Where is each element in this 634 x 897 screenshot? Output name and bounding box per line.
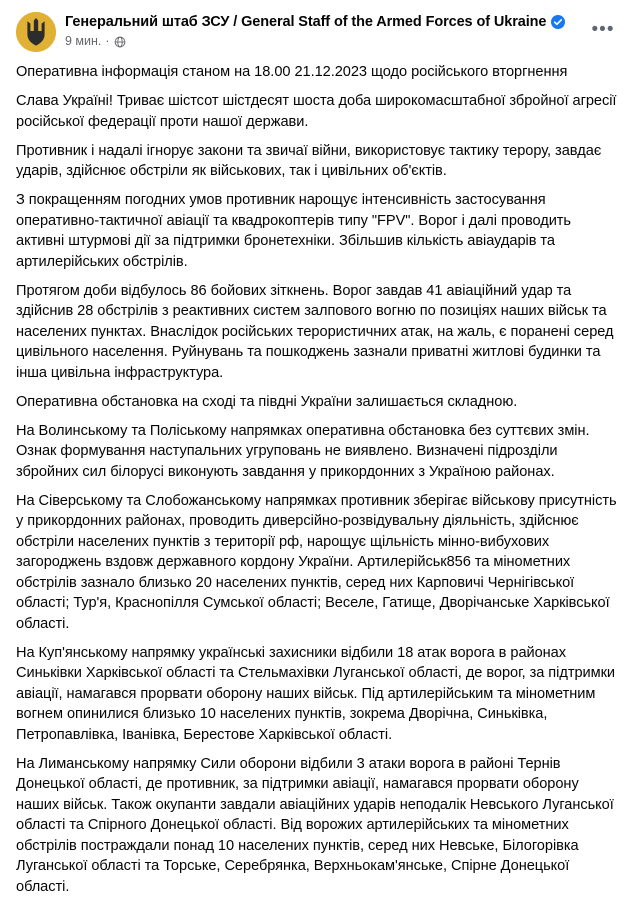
author-name-row bbox=[65, 13, 618, 31]
globe-icon[interactable] bbox=[114, 36, 126, 48]
post-paragraph: Слава Україні! Триває шістсот шістдесят шоста доба широкомасштабної збройної агресії російської федерації проти нашої держави. bbox=[16, 91, 618, 132]
post-paragraph: На Сіверському та Слобожанському напрямках противник зберігає військову присутність у прикордонних районах, проводить диверсійно-розвідувальну діяльність, здійснює обстріли населених пунктів з території рф, нарощує щільність мінно-вибухових загороджень вздовж державного кордону України. Артилерійськ856 та мінометних обстрілів зазнало близько 20 населених пунктів, серед них Карпoвичі Чернігівської області; Тур'я, Краснопілля Сумської області; Веселе, Гатище, Дворічанське Харківської області. bbox=[16, 491, 618, 635]
post-meta bbox=[65, 34, 618, 49]
post-paragraph: Противник і надалі ігнорує закони та звичаї війни, використовує тактику терору, завдає ударів, здійснює обстріли як військових, так і цивільних об'єктів. bbox=[16, 141, 618, 182]
post-paragraph: На Волинському та Поліському напрямках оперативна обстановка без суттєвих змін. Ознак формування наступальних угруповань не виявлено. Визначені підрозділи збройних сил білорусі виконують завдання у прикордонних з Україною районах. bbox=[16, 421, 618, 483]
post-paragraph: На Куп'янському напрямку українські захисники відбили 18 атак ворога в районах Синьківки Харківської області та Стельмахівки Луганської області, де ворог, за підтримки авіації, намагався прорвати оборону наших військ. Під артилерійським та мінометним вогнем опинилися близько 10 населених пунктів, зокрема Дворічна, Синьківка, Петропавлівка, Іванівка, Берестове Харківської області. bbox=[16, 643, 618, 746]
post-timestamp[interactable]: 9 мин. bbox=[65, 34, 101, 49]
post-text bbox=[16, 62, 618, 897]
trident-emblem-icon bbox=[16, 12, 56, 52]
post-paragraph: З покращенням погодних умов противник нарощує інтенсивність застосування оперативно-тактичної авіації та квадрокоптерів типу "FPV". Ворог і далі проводить активні штурмові дії за підтримки бронетехніки. Збільшив кількість авіаударів та артилерійських обстрілів. bbox=[16, 190, 618, 272]
post-options-button[interactable]: ••• bbox=[588, 14, 618, 44]
post-paragraph: Оперативна інформація станом на 18.00 21.12.2023 щодо російського вторгнення bbox=[16, 62, 618, 83]
post-author-block bbox=[65, 12, 618, 49]
post-paragraph: На Лиманському напрямку Сили оборони відбили 3 атаки ворога в районі Тернів Донецької області, де противник, за підтримки авіації, намагався прорвати оборону наших військ. Також окупанти завдали авіаційних ударів неподалік Невського Луганської області та Спірного Донецької області. Від ворожих артилерійських та мінометних обстрілів постраждали понад 10 населених пунктів, серед них Невське, Білогорівка Луганської області та Торське, Серебрянка, Верхньокам'янське, Спірне Донецької області. bbox=[16, 754, 618, 897]
avatar[interactable] bbox=[16, 12, 56, 52]
post-paragraph: Оперативна обстановка на сході та півдні України залишається складною. bbox=[16, 392, 618, 413]
page-name[interactable]: Генеральний штаб ЗСУ / General Staff of the Armed Forces of Ukraine bbox=[65, 13, 546, 31]
post-header bbox=[16, 12, 618, 52]
post-paragraph: Протягом доби відбулось 86 бойових зіткнень. Ворог завдав 41 авіаційний удар та здійснив 28 обстрілів з реактивних систем залпового вогню по позиціях наших військ та населених пунктах. Внаслідок російських терористичних атак, на жаль, є поранені серед цивільного населення. Руйнувань та пошкоджень зазнали приватні житлові будинки та інша цивільна інфраструктура. bbox=[16, 281, 618, 384]
meta-separator: · bbox=[105, 34, 109, 49]
verified-badge-icon bbox=[551, 15, 565, 29]
